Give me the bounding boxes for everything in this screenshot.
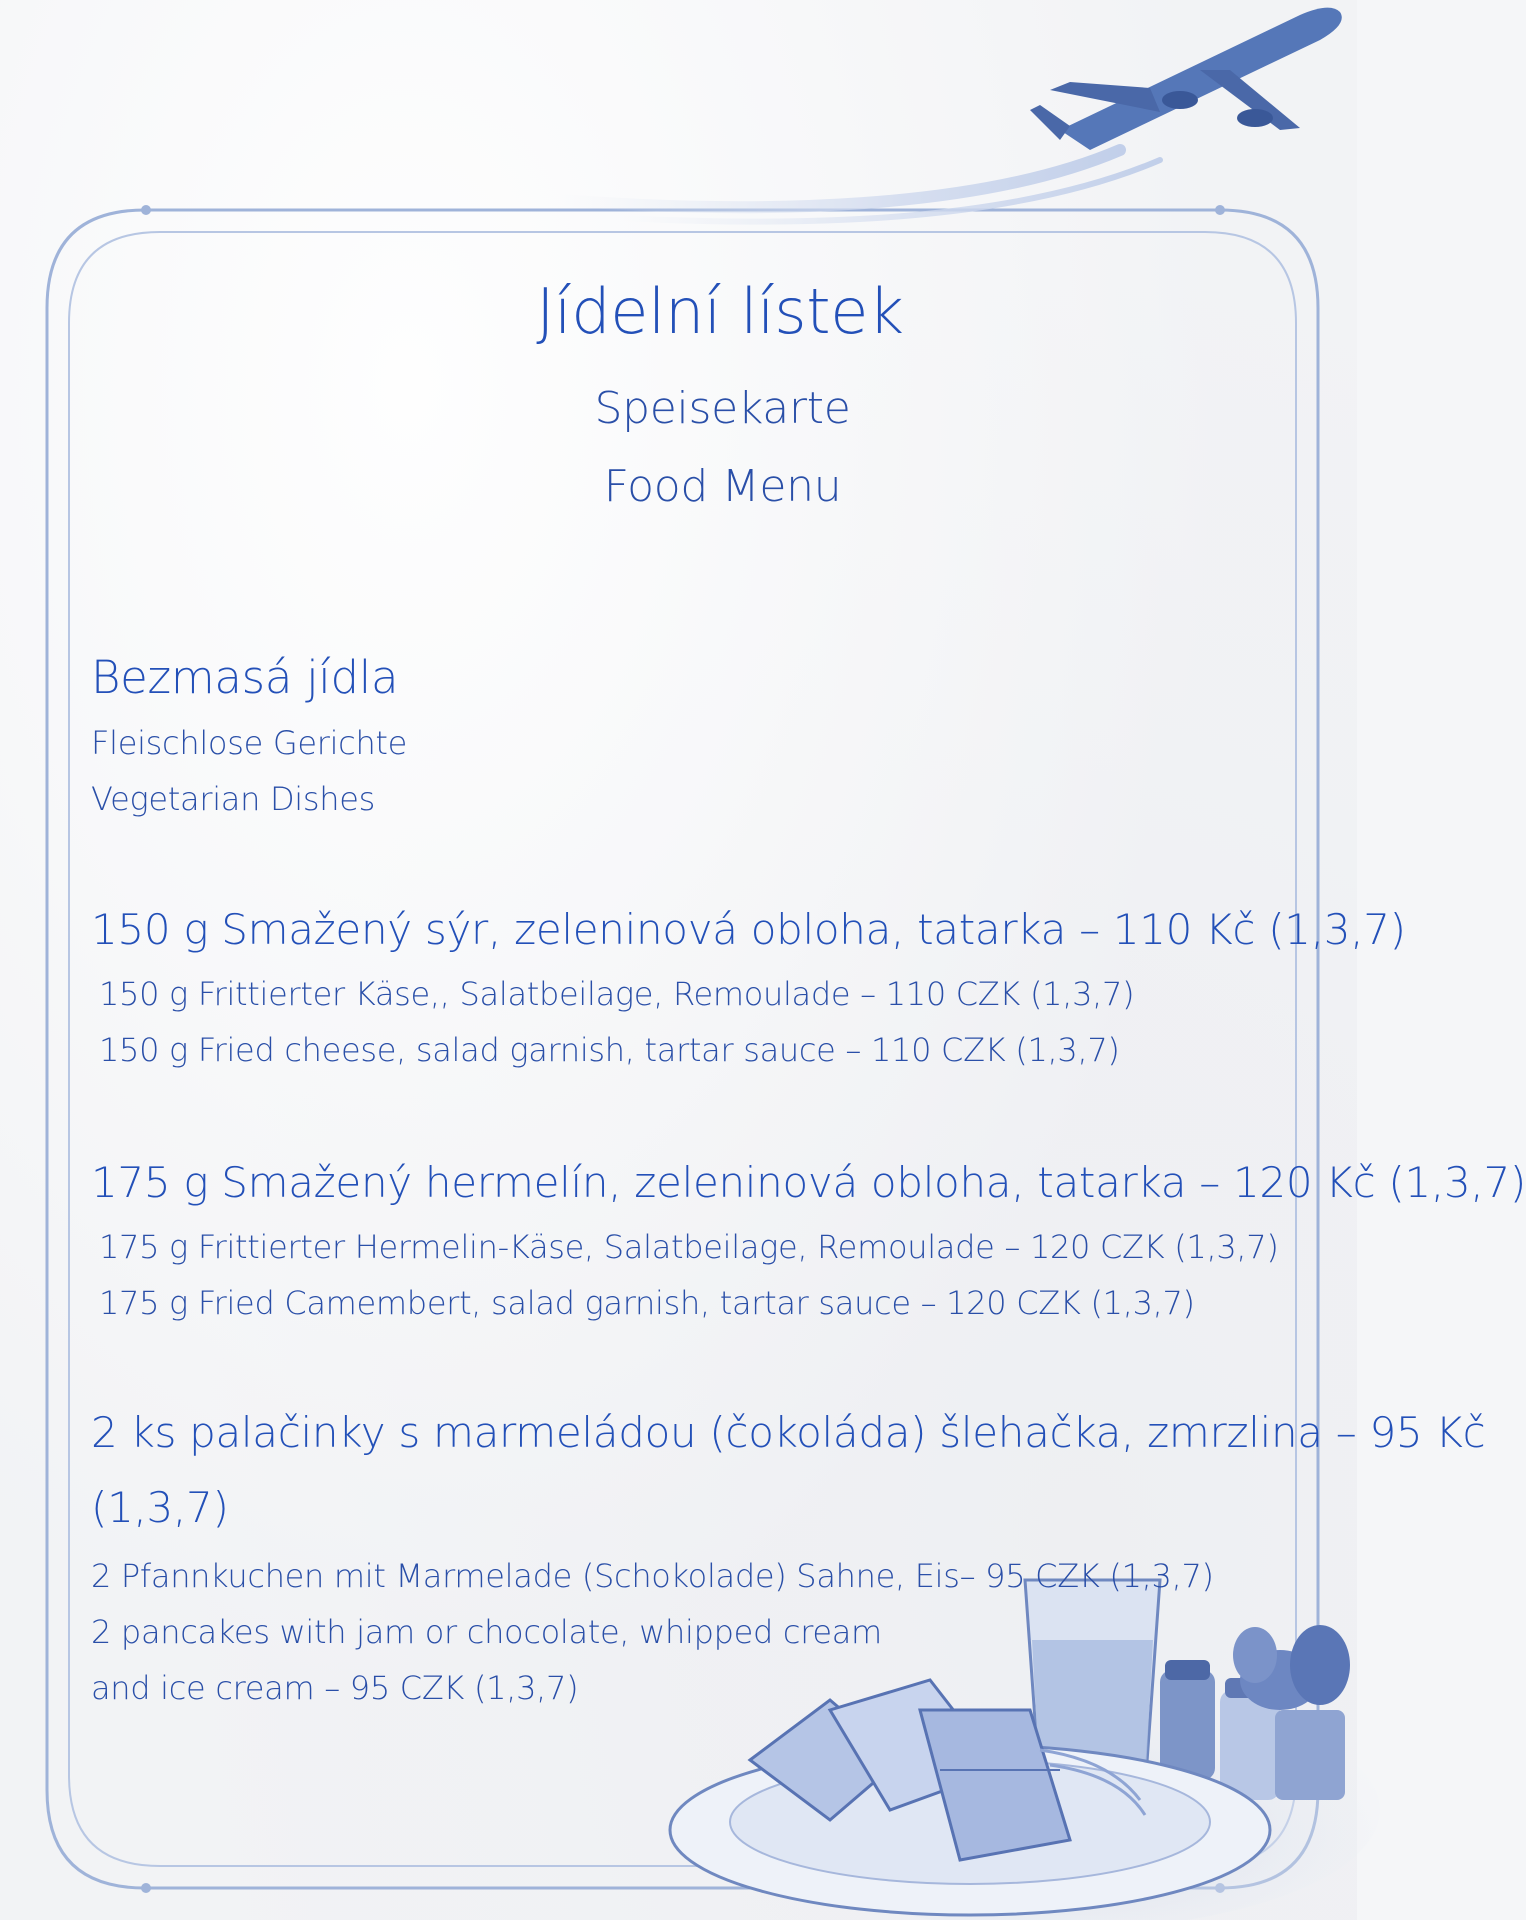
section-heading-english: Vegetarian Dishes xyxy=(91,780,375,818)
page-title: Jídelní lístek xyxy=(536,275,904,348)
dish-1-czech: 150 g Smažený sýr, zeleninová obloha, tatarka – 110 Kč (1,3,7) xyxy=(91,905,1406,954)
section-heading-czech: Bezmasá jídla xyxy=(91,651,399,704)
section-heading-german: Fleischlose Gerichte xyxy=(91,724,408,762)
dish-3-czech-line2: (1,3,7) xyxy=(91,1483,229,1532)
dish-2-english: 175 g Fried Camembert, salad garnish, tartar sauce – 120 CZK (1,3,7) xyxy=(99,1284,1195,1322)
dish-3-english-line2: and ice cream – 95 CZK (1,3,7) xyxy=(91,1669,579,1707)
subtitle-english: Food Menu xyxy=(603,461,842,512)
dish-3-english-line1: 2 pancakes with jam or chocolate, whipped cream xyxy=(91,1613,882,1651)
dish-2-czech: 175 g Smažený hermelín, zeleninová obloha, tatarka – 120 Kč (1,3,7) xyxy=(91,1158,1526,1207)
dish-3-czech-line1: 2 ks palačinky s marmeládou (čokoláda) šlehačka, zmrzlina – 95 Kč xyxy=(91,1408,1486,1457)
dish-1-english: 150 g Fried cheese, salad garnish, tartar sauce – 110 CZK (1,3,7) xyxy=(99,1031,1120,1069)
airplane-icon xyxy=(560,0,1350,260)
subtitle-german: Speisekarte xyxy=(594,383,851,434)
dish-3-german: 2 Pfannkuchen mit Marmelade (Schokolade) Sahne, Eis– 95 CZK (1,3,7) xyxy=(91,1557,1214,1595)
dish-1-german: 150 g Frittierter Käse,, Salatbeilage, Remoulade – 110 CZK (1,3,7) xyxy=(99,975,1135,1013)
dish-2-german: 175 g Frittierter Hermelin-Käse, Salatbeilage, Remoulade – 120 CZK (1,3,7) xyxy=(99,1228,1279,1266)
